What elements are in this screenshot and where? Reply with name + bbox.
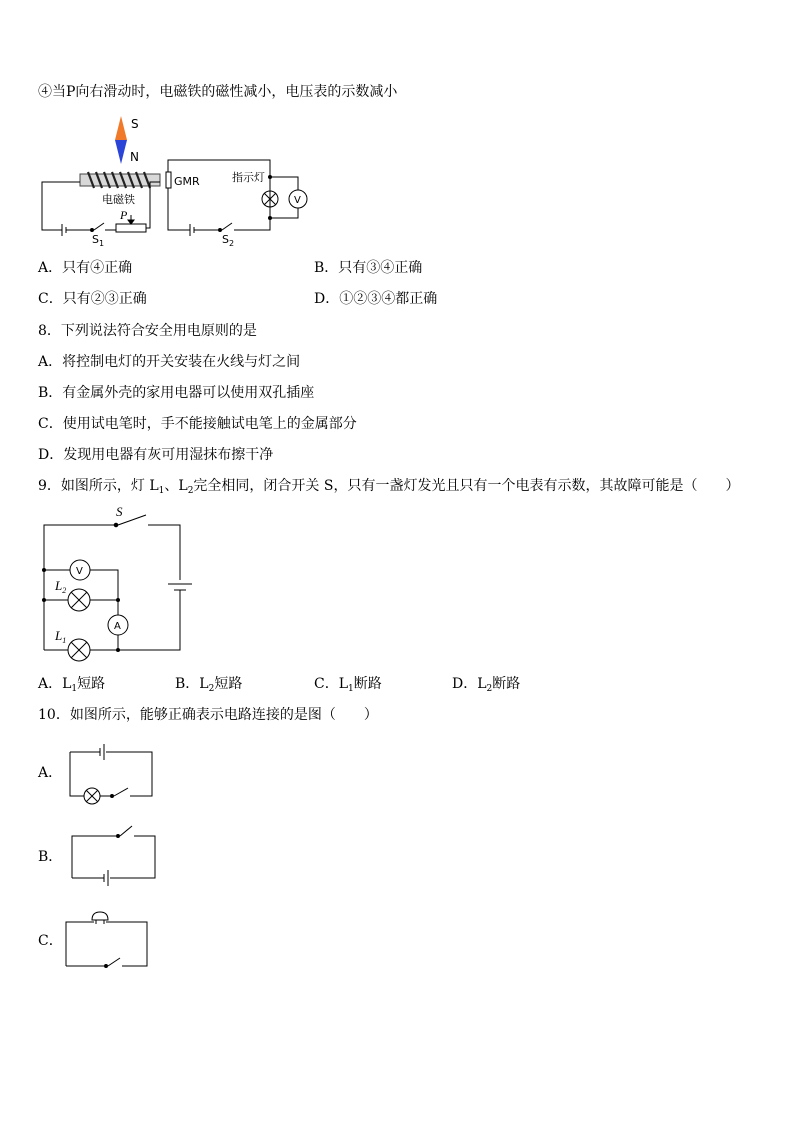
- q7-option-a[interactable]: A．只有④正确: [38, 260, 133, 276]
- q8-stem: 8．下列说法符合安全用电原则的是: [38, 323, 257, 339]
- voltmeter-label: V: [294, 195, 301, 206]
- compass-n-label: N: [130, 150, 139, 164]
- q9-option-b[interactable]: B．$L_2$短路: [175, 676, 243, 694]
- q9-option-a[interactable]: A．$L_1$短路: [38, 676, 106, 694]
- s1-label: $S_1$: [92, 233, 105, 248]
- q9-ammeter-label: A: [114, 621, 121, 632]
- gmr-label: GMR: [174, 175, 200, 188]
- q9-stem: 9．如图所示，灯 $L_1$、$L_2$完全相同，闭合开关 S，只有一盏灯发光且只有一个电表有示数，其故障可能是（ ）: [38, 478, 740, 496]
- compass-s-label: S: [131, 117, 139, 131]
- q10-bell: [92, 912, 108, 920]
- q8-option-c[interactable]: C．使用试电笔时，手不能接触试电笔上的金属部分: [38, 416, 357, 432]
- indicator-lamp-label: 指示灯: [232, 171, 265, 184]
- slider-p-label: P: [120, 208, 128, 222]
- q10-stem: 10．如图所示，能够正确表示电路连接的是图（ ）: [38, 707, 378, 723]
- q9-l1-label: $L_1$: [55, 628, 67, 645]
- q7-option-d[interactable]: D．①②③④都正确: [314, 291, 438, 307]
- q7-option-b[interactable]: B．只有③④正确: [314, 260, 423, 276]
- q10-label-a[interactable]: A．: [38, 765, 63, 781]
- q8-option-d[interactable]: D．发现用电器有灰可用湿抹布擦干净: [38, 447, 274, 463]
- q8-option-b[interactable]: B．有金属外壳的家用电器可以使用双孔插座: [38, 385, 315, 401]
- q9-s-label: S: [116, 504, 123, 519]
- q10-label-c[interactable]: C．: [38, 933, 63, 949]
- q9-l2-label: $L_2$: [55, 578, 67, 595]
- q8-option-a[interactable]: A．将控制电灯的开关安装在火线与灯之间: [38, 354, 301, 370]
- q9-option-d[interactable]: D．$L_2$断路: [452, 676, 521, 694]
- s2-label: $S_2$: [222, 233, 235, 248]
- q10-label-b[interactable]: B．: [38, 849, 63, 865]
- q7-option-c[interactable]: C．只有②③正确: [38, 291, 147, 307]
- electromagnet-label: 电磁铁: [102, 193, 135, 206]
- q9-voltmeter-label: V: [76, 566, 83, 577]
- q9-option-c[interactable]: C．$L_1$断路: [314, 676, 382, 694]
- q7-statement-4: ④当P向右滑动时，电磁铁的磁性减小，电压表的示数减小: [38, 84, 398, 100]
